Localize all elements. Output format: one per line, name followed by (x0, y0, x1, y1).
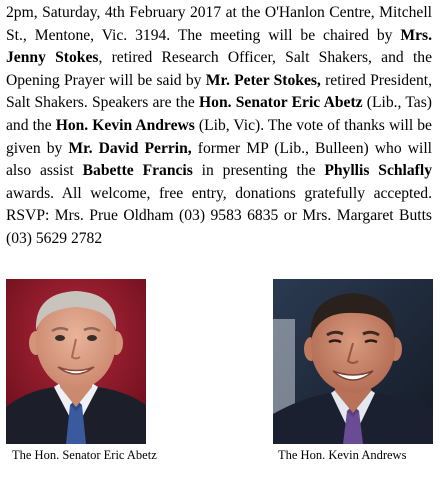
bold-name-text: Mr. Peter Stokes, (205, 71, 321, 89)
body-text: former MP (Lib., Bulleen) who will also assist (6, 139, 432, 180)
body-text: (Lib., Tas) and the (6, 94, 432, 134)
body-text: , retired Research Officer, Salt Shakers, and the Opening Prayer will be said by (6, 49, 432, 89)
body-text: retired President, Salt Shakers. Speakers are the (6, 71, 433, 112)
bold-name-text: Phyllis Schlafly (324, 162, 432, 180)
bold-name-text: Hon. Kevin Andrews (55, 116, 195, 134)
bold-name-text: Mrs. Jenny Stokes (6, 26, 432, 67)
body-text: (Lib, Vic). The vote of thanks will be given by (6, 116, 432, 157)
portrait-abetz-image (6, 279, 146, 444)
body-text: 2pm, Saturday, 4th February 2017 at the O'Hanlon Centre, Mitchell St., Mentone, Vic. 3194. The meeting will be chaired by (6, 4, 432, 44)
body-text: in presenting the (192, 162, 325, 180)
portrait-andrews-image (273, 279, 433, 444)
body-text: awards. All welcome, free entry, donations gratefully accepted. RSVP: Mrs. Prue Oldham (03) 9583 6835 or Mrs. Margaret Butts (03) 5629 2782 (6, 184, 432, 247)
portrait-photo-andrews (273, 279, 433, 444)
bold-name-text: Hon. Senator Eric Abetz (199, 94, 363, 112)
bold-name-text: Babette Francis (82, 162, 193, 180)
article-paragraph (6, 2, 432, 251)
photo-caption-andrews: The Hon. Kevin Andrews (278, 448, 407, 462)
bold-name-text: Mr. David Perrin, (68, 139, 192, 157)
photo-caption-abetz: The Hon. Senator Eric Abetz (12, 448, 157, 462)
portrait-photo-abetz (6, 279, 146, 444)
